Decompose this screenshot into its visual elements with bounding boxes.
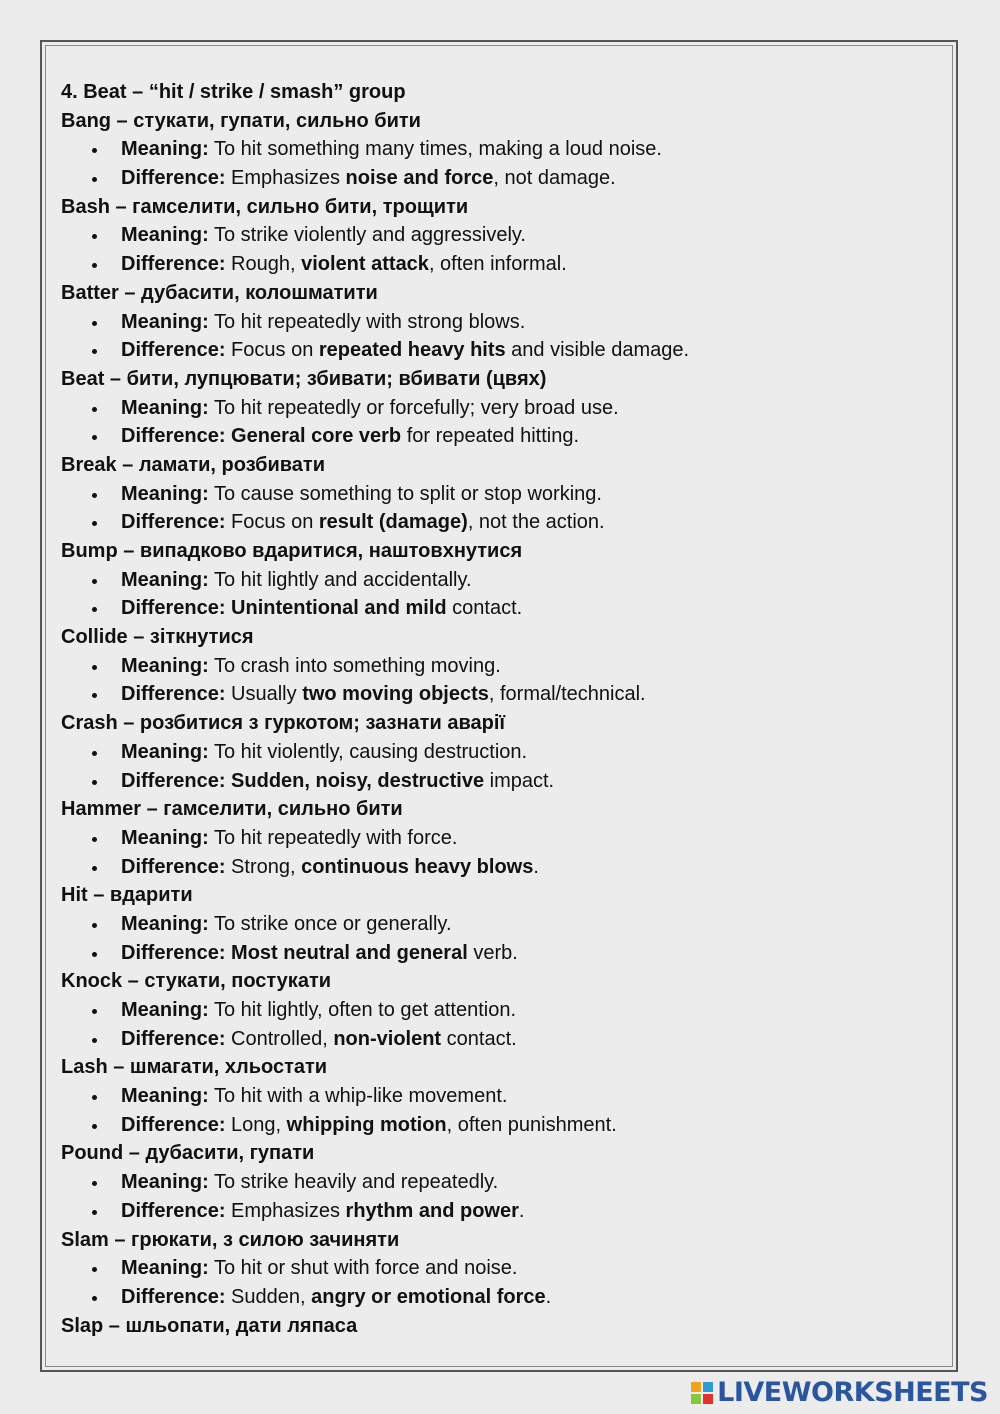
difference-bullet bbox=[61, 422, 941, 451]
difference-bullet bbox=[61, 853, 941, 882]
meaning-text: To hit violently, causing destruction. bbox=[213, 740, 528, 763]
difference-label: Difference: bbox=[121, 1027, 226, 1050]
difference-text: Controlled, bbox=[231, 1027, 328, 1050]
logo-square-2 bbox=[703, 1382, 713, 1392]
entry-heading-last: Slap – шльопати, дати ляпаса bbox=[61, 1314, 358, 1337]
difference-text: Focus on bbox=[231, 339, 314, 362]
difference-bullet bbox=[61, 1025, 941, 1054]
difference-text-end: and visible damage. bbox=[505, 339, 690, 362]
meaning-text: To hit lightly, often to get attention. bbox=[213, 999, 517, 1021]
difference-emphasis: repeated heavy hits bbox=[318, 339, 506, 362]
meaning-bullet bbox=[61, 738, 941, 767]
difference-bullet bbox=[61, 164, 941, 193]
meaning-label: Meaning: bbox=[121, 568, 209, 591]
meaning-text: To hit repeatedly with force. bbox=[213, 826, 458, 849]
difference-text: Emphasizes bbox=[231, 1199, 340, 1222]
group-title: 4. Beat – “hit / strike / smash” group bbox=[61, 81, 406, 103]
entry-heading: Beat – бити, лупцювати; збивати; вбивати (цвях) bbox=[61, 367, 547, 390]
difference-text-end: . bbox=[545, 1285, 552, 1308]
meaning-text: To crash into something moving. bbox=[213, 654, 501, 677]
meaning-text: To cause something to split or stop working. bbox=[213, 482, 602, 505]
entry-heading: Pound – дубасити, гупати bbox=[61, 1142, 315, 1165]
difference-bullet bbox=[61, 1197, 941, 1226]
difference-bullet bbox=[61, 939, 941, 968]
difference-bullet bbox=[61, 1283, 941, 1312]
entry-heading: Crash – розбитися з гуркотом; зазнати аварії bbox=[61, 712, 506, 735]
logo-square-4 bbox=[703, 1394, 713, 1404]
meaning-label: Meaning: bbox=[121, 1257, 209, 1280]
difference-emphasis: whipping motion bbox=[286, 1113, 447, 1136]
difference-emphasis: continuous heavy blows bbox=[301, 855, 534, 878]
difference-emphasis: General core verb bbox=[231, 425, 402, 448]
difference-label: Difference: bbox=[121, 511, 226, 534]
meaning-label: Meaning: bbox=[121, 740, 209, 763]
difference-text: Sudden, bbox=[231, 1285, 306, 1308]
difference-label: Difference: bbox=[121, 1113, 226, 1136]
difference-text: Emphasizes bbox=[231, 167, 340, 190]
difference-emphasis: angry or emotional force bbox=[311, 1285, 546, 1308]
difference-emphasis: two moving objects bbox=[302, 683, 489, 706]
difference-text: Strong, bbox=[231, 855, 296, 878]
logo-text: LIVEWORKSHEETS bbox=[717, 1377, 988, 1408]
meaning-text: To strike once or generally. bbox=[213, 912, 452, 935]
meaning-label: Meaning: bbox=[121, 912, 209, 935]
meaning-bullet bbox=[61, 480, 941, 509]
logo-square-1 bbox=[691, 1382, 701, 1392]
entry-heading: Hit – вдарити bbox=[61, 884, 193, 907]
difference-label: Difference: bbox=[121, 167, 226, 190]
meaning-text: To hit something many times, making a loud noise. bbox=[213, 138, 662, 161]
entry-heading: Batter – дубасити, колошматити bbox=[61, 281, 378, 304]
difference-bullet bbox=[61, 508, 941, 537]
entry-heading: Bump – випадково вдаритися, наштовхнутися bbox=[61, 540, 523, 562]
meaning-bullet bbox=[61, 1254, 941, 1283]
footer-logo[interactable] bbox=[691, 1377, 988, 1408]
meaning-label: Meaning: bbox=[121, 224, 209, 247]
difference-bullet bbox=[61, 594, 941, 623]
difference-emphasis: Unintentional and mild bbox=[231, 597, 447, 620]
meaning-bullet bbox=[61, 135, 941, 164]
difference-text-end: contact. bbox=[441, 1027, 517, 1050]
meaning-label: Meaning: bbox=[121, 826, 209, 849]
difference-label: Difference: bbox=[121, 1285, 226, 1308]
entry-heading: Bash – гамселити, сильно бити, трощити bbox=[61, 195, 469, 218]
difference-label: Difference: bbox=[121, 941, 226, 964]
worksheet-content bbox=[61, 78, 941, 1340]
meaning-label: Meaning: bbox=[121, 1085, 209, 1108]
entry-heading: Lash – шмагати, хльостати bbox=[61, 1056, 328, 1079]
difference-text-end: , often punishment. bbox=[446, 1113, 617, 1136]
meaning-bullet bbox=[61, 652, 941, 681]
meaning-text: To strike heavily and repeatedly. bbox=[213, 1171, 499, 1194]
meaning-text: To hit repeatedly with strong blows. bbox=[213, 310, 526, 333]
meaning-text: To hit lightly and accidentally. bbox=[213, 568, 472, 591]
difference-text-end: contact. bbox=[446, 597, 523, 620]
difference-label: Difference: bbox=[121, 253, 226, 276]
difference-emphasis: noise and force bbox=[345, 167, 494, 190]
difference-emphasis: Most neutral and general bbox=[231, 941, 468, 964]
difference-bullet bbox=[61, 250, 941, 279]
entry-heading: Break – ламати, розбивати bbox=[61, 453, 326, 476]
difference-label: Difference: bbox=[121, 425, 226, 448]
difference-text-end: , often informal. bbox=[428, 253, 567, 276]
meaning-text: To hit or shut with force and noise. bbox=[213, 1257, 518, 1280]
meaning-bullet bbox=[61, 996, 941, 1025]
difference-emphasis: Sudden, noisy, destructive bbox=[231, 769, 485, 792]
meaning-text: To strike violently and aggressively. bbox=[213, 224, 526, 247]
meaning-label: Meaning: bbox=[121, 482, 209, 505]
meaning-label: Meaning: bbox=[121, 396, 209, 419]
meaning-label: Meaning: bbox=[121, 999, 209, 1021]
difference-label: Difference: bbox=[121, 683, 226, 706]
meaning-bullet bbox=[61, 566, 941, 595]
meaning-text: To hit with a whip-like movement. bbox=[213, 1085, 508, 1108]
meaning-label: Meaning: bbox=[121, 654, 209, 677]
difference-emphasis: violent attack bbox=[301, 253, 429, 276]
difference-text-end: . bbox=[533, 855, 539, 878]
difference-bullet bbox=[61, 1111, 941, 1140]
meaning-bullet bbox=[61, 221, 941, 250]
meaning-bullet bbox=[61, 1082, 941, 1111]
entry-heading: Collide – зіткнутися bbox=[61, 626, 254, 649]
difference-text-end: impact. bbox=[484, 769, 555, 792]
meaning-label: Meaning: bbox=[121, 138, 209, 161]
entry-list bbox=[61, 107, 941, 1312]
difference-label: Difference: bbox=[121, 339, 226, 362]
difference-bullet bbox=[61, 336, 941, 365]
logo-square-3 bbox=[691, 1394, 701, 1404]
difference-text: Rough, bbox=[231, 253, 296, 276]
difference-text-end: verb. bbox=[467, 941, 518, 964]
entry-heading: Bang – стукати, гупати, сильно бити bbox=[61, 109, 421, 132]
meaning-label: Meaning: bbox=[121, 310, 209, 333]
liveworksheets-logo-icon bbox=[691, 1382, 713, 1404]
difference-text-end: . bbox=[518, 1199, 525, 1222]
meaning-bullet bbox=[61, 394, 941, 423]
meaning-bullet bbox=[61, 824, 941, 853]
meaning-bullet bbox=[61, 1168, 941, 1197]
difference-text: Usually bbox=[231, 683, 297, 706]
meaning-text: To hit repeatedly or forcefully; very broad use. bbox=[213, 396, 619, 419]
difference-emphasis: result (damage) bbox=[318, 511, 468, 534]
difference-label: Difference: bbox=[121, 855, 226, 878]
difference-text-end: for repeated hitting. bbox=[401, 425, 580, 448]
meaning-bullet bbox=[61, 308, 941, 337]
difference-label: Difference: bbox=[121, 769, 226, 792]
difference-bullet bbox=[61, 767, 941, 796]
meaning-bullet bbox=[61, 910, 941, 939]
difference-bullet bbox=[61, 680, 941, 709]
meaning-label: Meaning: bbox=[121, 1171, 209, 1194]
difference-text-end: , not the action. bbox=[467, 511, 605, 534]
difference-emphasis: non-violent bbox=[333, 1027, 442, 1050]
entry-heading: Hammer – гамселити, сильно бити bbox=[61, 798, 403, 821]
difference-emphasis: rhythm and power bbox=[345, 1199, 519, 1222]
entry-heading: Slam – грюкати, з силою зачиняти bbox=[61, 1228, 400, 1251]
difference-label: Difference: bbox=[121, 1199, 226, 1222]
difference-text-end: , not damage. bbox=[493, 167, 616, 190]
difference-text: Focus on bbox=[231, 511, 314, 534]
difference-text-end: , formal/technical. bbox=[488, 683, 646, 706]
difference-label: Difference: bbox=[121, 597, 226, 620]
entry-heading: Knock – стукати, постукати bbox=[61, 970, 332, 993]
difference-text: Long, bbox=[231, 1113, 282, 1136]
